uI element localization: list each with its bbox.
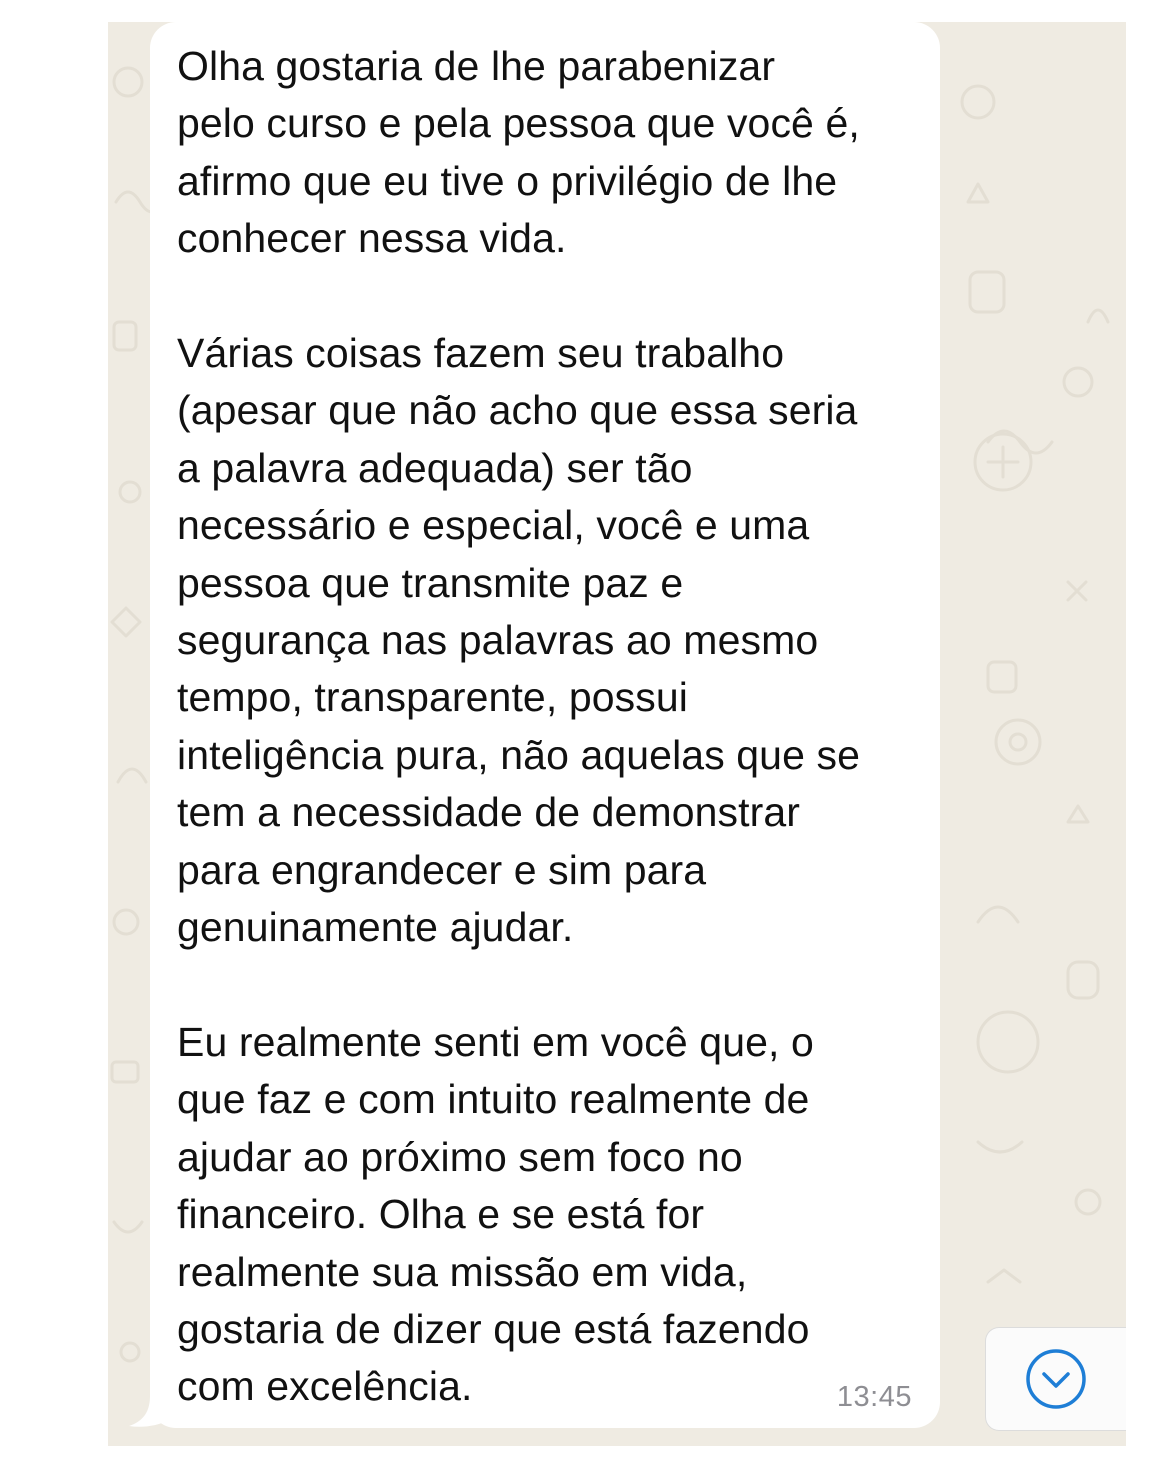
scroll-to-bottom-button[interactable]	[985, 1327, 1126, 1431]
message-timestamp: 13:45	[836, 1381, 912, 1413]
chevron-down-circle-icon	[1024, 1347, 1088, 1411]
message-paragraph-2: Várias coisas fazem seu trabalho (apesar que não acho que essa seria a palavra adequada) ser tão necessário e especial, você e uma pessoa que transmite paz e segurança nas palavras ao mesmo tempo, transparente, possui inteligência pura, não aquelas que se tem a necessidade de demonstrar para engrandecer e sim para genuinamente ajudar.	[177, 330, 860, 951]
incoming-message-bubble[interactable]	[150, 22, 940, 1428]
message-paragraph-3: Eu realmente senti em você que, o que faz e com intuito realmente de ajudar ao próximo sem foco no financeiro. Olha e se está for realmente sua missão em vida, gostaria de dizer que está fazendo com excelência.	[177, 1018, 814, 1410]
message-paragraph-1: Olha gostaria de lhe parabenizar pelo curso e pela pessoa que você é, afirmo que eu tive o privilégio de lhe conhecer nessa vida.	[177, 43, 860, 262]
